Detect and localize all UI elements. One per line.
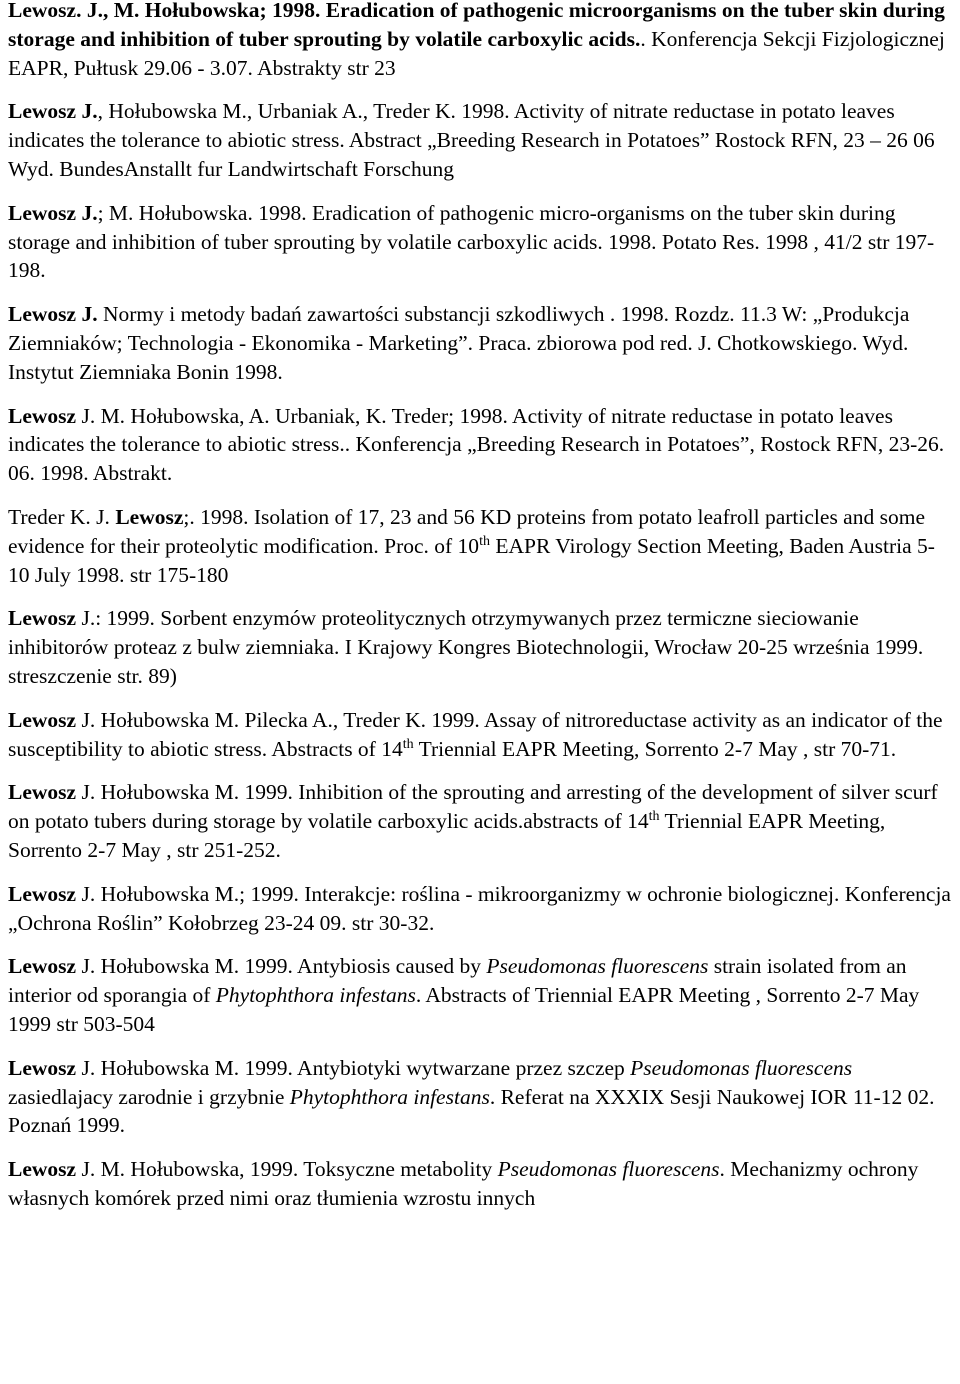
citation-text: J. Hołubowska M. Pilecka A., Treder K. 1999. Assay of nitroreductase activity as an indicator of the susceptibility to abiotic stress. Abstracts of 14 xyxy=(8,707,943,761)
citation-author: Lewosz xyxy=(8,881,77,906)
citation-entry xyxy=(8,778,952,864)
citation-author: Lewosz xyxy=(115,504,184,529)
citation-mid-text: strain isolated from an interior od sporangia of xyxy=(8,954,907,1008)
citation-author: Lewosz J. xyxy=(8,302,98,327)
citation-entry xyxy=(8,706,952,764)
citation-tail-text: Triennial EAPR Meeting, Sorrento 2-7 May , str 251-252. xyxy=(8,809,886,862)
citation-tail-text: Triennial EAPR Meeting, Sorrento 2-7 May , str 70-71. xyxy=(413,736,897,761)
citation-tail-text: EAPR Virology Section Meeting, Baden Austria 5-10 July 1998. str 175-180 xyxy=(8,533,935,587)
citation-entry xyxy=(8,0,952,82)
citation-text: ; M. Hołubowska. 1998. Eradication of pathogenic micro-organisms on the tuber skin during storage and inhibition of tuber sprouting by volatile carboxylic acids. 1998. Potato Res. 1998 , 41/2 str 197-198. xyxy=(8,200,935,283)
citation-entry xyxy=(8,880,952,938)
citation-author: Lewosz xyxy=(8,954,77,979)
citation-entry xyxy=(8,97,952,183)
citation-tail-text: . Abstracts of Triennial EAPR Meeting , Sorrento 2-7 May 1999 str 503-504 xyxy=(8,983,920,1036)
citation-italic-species: Pseudomonas fluorescens xyxy=(630,1055,853,1080)
citation-author: Lewosz xyxy=(8,780,77,805)
citation-entry xyxy=(8,1054,952,1140)
citation-text: Normy i metody badań zawartości substancji szkodliwych . 1998. Rozdz. 11.3 W: „Produkcja Ziemniaków; Technologia - Ekonomika - Marketing”. Praca. zbiorowa pod red. J. Chotkowskiego. Wyd. Instytut Ziemniaka Bonin 1998. xyxy=(8,302,910,384)
citation-entry xyxy=(8,952,952,1038)
citation-author: Lewosz J. xyxy=(8,200,98,225)
citation-bold-text: Lewosz. J., M. Hołubowska; 1998. Eradication of pathogenic microorganisms on the tuber skin during storage and inhibition of tuber sprouting by volatile carboxylic acids. xyxy=(8,0,945,51)
citation-author: Lewosz xyxy=(8,1157,77,1182)
citation-entry xyxy=(8,402,952,488)
citation-italic-species: Phytophthora infestans xyxy=(215,983,416,1008)
citation-text: . Konferencja Sekcji Fizjologicznej EAPR, Pułtusk 29.06 - 3.07. Abstrakty str 23 xyxy=(8,26,945,80)
citation-text: J.: 1999. Sorbent enzymów proteolitycznych otrzymywanych przez termiczne sieciowanie inhibitorów proteaz z bulw ziemniaka. I Krajowy Kongres Biotechnologii, Wrocław 20-25 września 1999. streszczenie str. 89) xyxy=(8,606,924,688)
citation-entry xyxy=(8,1155,952,1213)
citation-superscript: th xyxy=(648,809,660,825)
citation-tail-text: . Mechanizmy ochrony własnych komórek przed nimi oraz tłumienia wzrostu innych xyxy=(8,1157,919,1210)
citation-tail-text: . Referat na XXXIX Sesji Naukowej IOR 11-12 02. Poznań 1999. xyxy=(8,1084,935,1138)
citation-pre-text: Treder K. J. xyxy=(8,504,116,529)
citation-italic-species: Phytophthora infestans xyxy=(289,1084,490,1109)
citation-italic-species: Pseudomonas fluorescens xyxy=(486,954,709,979)
citation-author: Lewosz xyxy=(8,707,77,732)
citation-text: J. Hołubowska M. 1999. Antybiotyki wytwarzane przez szczep xyxy=(76,1055,631,1080)
citation-author: Lewosz J. xyxy=(8,99,98,124)
citation-author: Lewosz xyxy=(8,606,77,631)
citation-text: , Hołubowska M., Urbaniak A., Treder K. 1998. Activity of nitrate reductase in potato leaves indicates the tolerance to abiotic stress. Abstract „Breeding Research in Potatoes” Rostock RFN, 23 – 26 06 Wyd. BundesAnstallt fur Landwirtschaft Forschung xyxy=(8,99,935,181)
citation-text: J. Hołubowska M. 1999. Inhibition of the sprouting and arresting of the development of silver scurf on potato tubers during storage by volatile carboxylic acids.abstracts of 14 xyxy=(8,780,938,834)
citation-text: J. M. Hołubowska, 1999. Toksyczne metabolity xyxy=(76,1157,498,1182)
citation-entry xyxy=(8,503,952,589)
citation-author: Lewosz xyxy=(8,1055,77,1080)
citation-superscript: th xyxy=(402,736,414,752)
citation-author: Lewosz xyxy=(8,403,77,428)
citation-italic-species: Pseudomonas fluorescens xyxy=(497,1157,720,1182)
citation-entry xyxy=(8,300,952,386)
citation-mid-text: zasiedlajacy zarodnie i grzybnie xyxy=(8,1084,290,1109)
citation-text: J. Hołubowska M.; 1999. Interakcje: roślina - mikroorganizmy w ochronie biologicznej. Konferencja „Ochrona Roślin” Kołobrzeg 23-24 09. str 30-32. xyxy=(8,881,951,935)
citation-entry xyxy=(8,604,952,690)
citation-superscript: th xyxy=(479,533,490,549)
citation-text: ;. 1998. Isolation of 17, 23 and 56 KD proteins from potato leafroll particles and some evidence for their proteolytic modification. Proc. of 10 xyxy=(8,504,925,558)
citation-text: J. M. Hołubowska, A. Urbaniak, K. Treder; 1998. Activity of nitrate reductase in potato leaves indicates the tolerance to abiotic stress.. Konferencja „Breeding Research in Potatoes”, Rostock RFN, 23-26. 06. 1998. Abstrakt. xyxy=(8,403,945,486)
citation-entry xyxy=(8,199,952,285)
citation-text: J. Hołubowska M. 1999. Antybiosis caused by xyxy=(76,954,487,979)
